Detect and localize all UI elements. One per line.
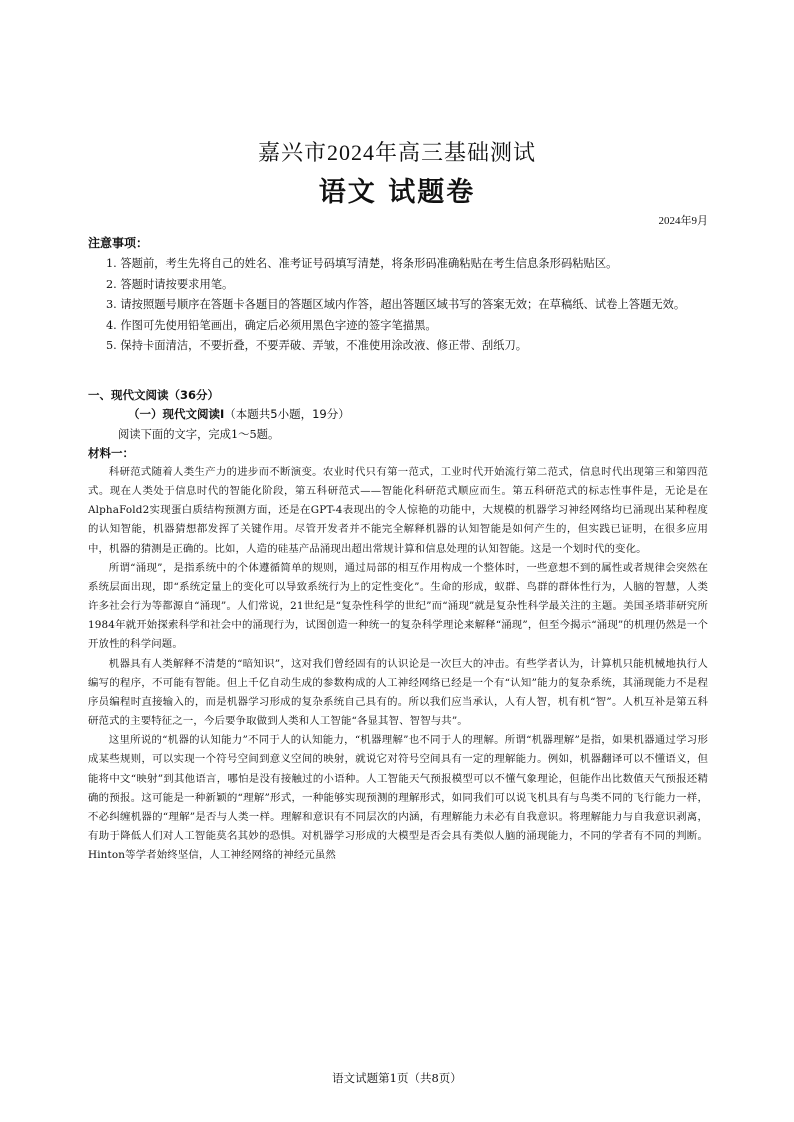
notice-item: 2. 答题时请按要求用笔。 bbox=[106, 277, 234, 291]
notice-item: 4. 作图可先使用铅笔画出，确定后必须用黑色字迹的签字笔描黑。 bbox=[106, 318, 437, 332]
notice-list bbox=[88, 254, 708, 357]
passage-paragraph: 这里所说的“机器的认知能力”不同于人的认知能力，“机器理解”也不同于人的理解。所谓“机器理解”是指，如果机器通过学习形成某些规则，可以实现一个符号空间到意义空间的映射，就说它对符号空间具有一定的理解能力。例如，机器翻译可以不懂语义，但能将中文“映射”到其他语言，哪怕是没有接触过的小语种。人工智能天气预报模型可以不懂气象理论，但能作出比数值天气预报还精确的预报。这可能是一种新颖的“理解”形式，一种能够实现预测的理解形式，如同我们可以说飞机具有与鸟类不同的飞行能力一样，不必纠缠机器的“理解”是否与人类一样。理解和意识有不同层次的内涵，有理解能力未必有自我意识。将理解能力与自我意识剥离，有助于降低人们对人工智能莫名其妙的恐惧。对机器学习形成的大模型是否会具有类似人脑的涌现能力，不同的学者有不同的判断。Hinton等学者始终坚信，人工神经网络的神经元虽然 bbox=[88, 734, 708, 862]
subsection-note: （本题共5小题，19分） bbox=[224, 407, 350, 421]
notice-item: 5. 保持卡面清洁，不要折叠，不要弄破、弄皱，不准使用涂改液、修正带、刮纸刀。 bbox=[106, 339, 528, 352]
material-label: 材料一： bbox=[88, 446, 134, 460]
passage-paragraph: 机器具有人类解释不清楚的“暗知识”，这对我们曾经固有的认识论是一次巨大的冲击。有些学者认为，计算机只能机械地执行人编写的程序，不可能有智能。但上千亿自动生成的参数构成的人工神经网络已经是一个有“认知”能力的复杂系统，其涌现能力不是程序员编程时直接输入的，而是机器学习形成的复杂系统自己具有的。所以我们应当承认，人有人智，机有机“智”。人机互补是第五科研范式的主要特征之一，今后要争取做到人类和人工智能“各显其智、智智与共”。 bbox=[88, 657, 708, 728]
passage-paragraph: 所谓“涌现”，是指系统中的个体遵循简单的规则，通过局部的相互作用构成一个整体时，一些意想不到的属性或者规律会突然在系统层面出现，即“系统定量上的变化可以导致系统行为上的定性变化”。生命的形成，蚁群、鸟群的群体性行为，人脑的智慧，人类许多社会行为等都源自“涌现”。人们常说，21世纪是“复杂性科学的世纪”而“涌现”就是复杂性科学最关注的主题。美国圣塔菲研究所1984年就开始探索科学和社会中的涌现行为，试图创造一种统一的复杂科学理论来解释“涌现”，但至今揭示“涌现”的机理仍然是一个开放性的科学问题。 bbox=[88, 561, 708, 651]
exam-date: 2024年9月 bbox=[658, 215, 708, 227]
notice-item: 3. 请按照题号顺序在答题卡各题目的答题区域内作答，超出答题区域书写的答案无效；在草稿纸、试卷上答题无效。 bbox=[106, 298, 686, 311]
passage-paragraph: 科研范式随着人类生产力的进步而不断演变。农业时代只有第一范式，工业时代开始流行第二范式，信息时代出现第三和第四范式。现在人类处于信息时代的智能化阶段，第五科研范式——智能化科研范式顺应而生。第五科研范式的标志性事件是，无论是在AlphaFold2实现蛋白质结构预测方面，还是在GPT-4表现出的令人惊艳的功能中，大规模的机器学习神经网络均已涌现出某种程度的认知智能，机器猜想都发挥了关键作用。尽管开发者并不能完全解释机器的认知智能是如何产生的，但实践已证明，在很多应用中，机器的猜测是正确的。比如，人造的硅基产品涌现出超出常规计算和信息处理的认知智能。这是一个划时代的变化。 bbox=[88, 466, 708, 555]
subsection-label: （一）现代文阅读Ⅰ bbox=[128, 407, 225, 421]
page-footer: 语文试题第1页（共8页） bbox=[332, 1071, 462, 1085]
reading-instruction: 阅读下面的文字，完成1～5题。 bbox=[118, 428, 280, 441]
exam-subtitle: 语文 试题卷 bbox=[318, 177, 476, 208]
section-title: 一、现代文阅读（36分） bbox=[88, 388, 220, 402]
subsection-title bbox=[128, 406, 350, 422]
notice-item: 1. 答题前，考生先将自己的姓名、准考证号码填写清楚，将条形码准确粘贴在考生信息条形码粘贴区。 bbox=[106, 257, 618, 270]
notice-title: 注意事项： bbox=[88, 236, 149, 250]
passage-body bbox=[88, 463, 708, 865]
exam-title: 嘉兴市2024年高三基础测试 bbox=[257, 140, 536, 165]
